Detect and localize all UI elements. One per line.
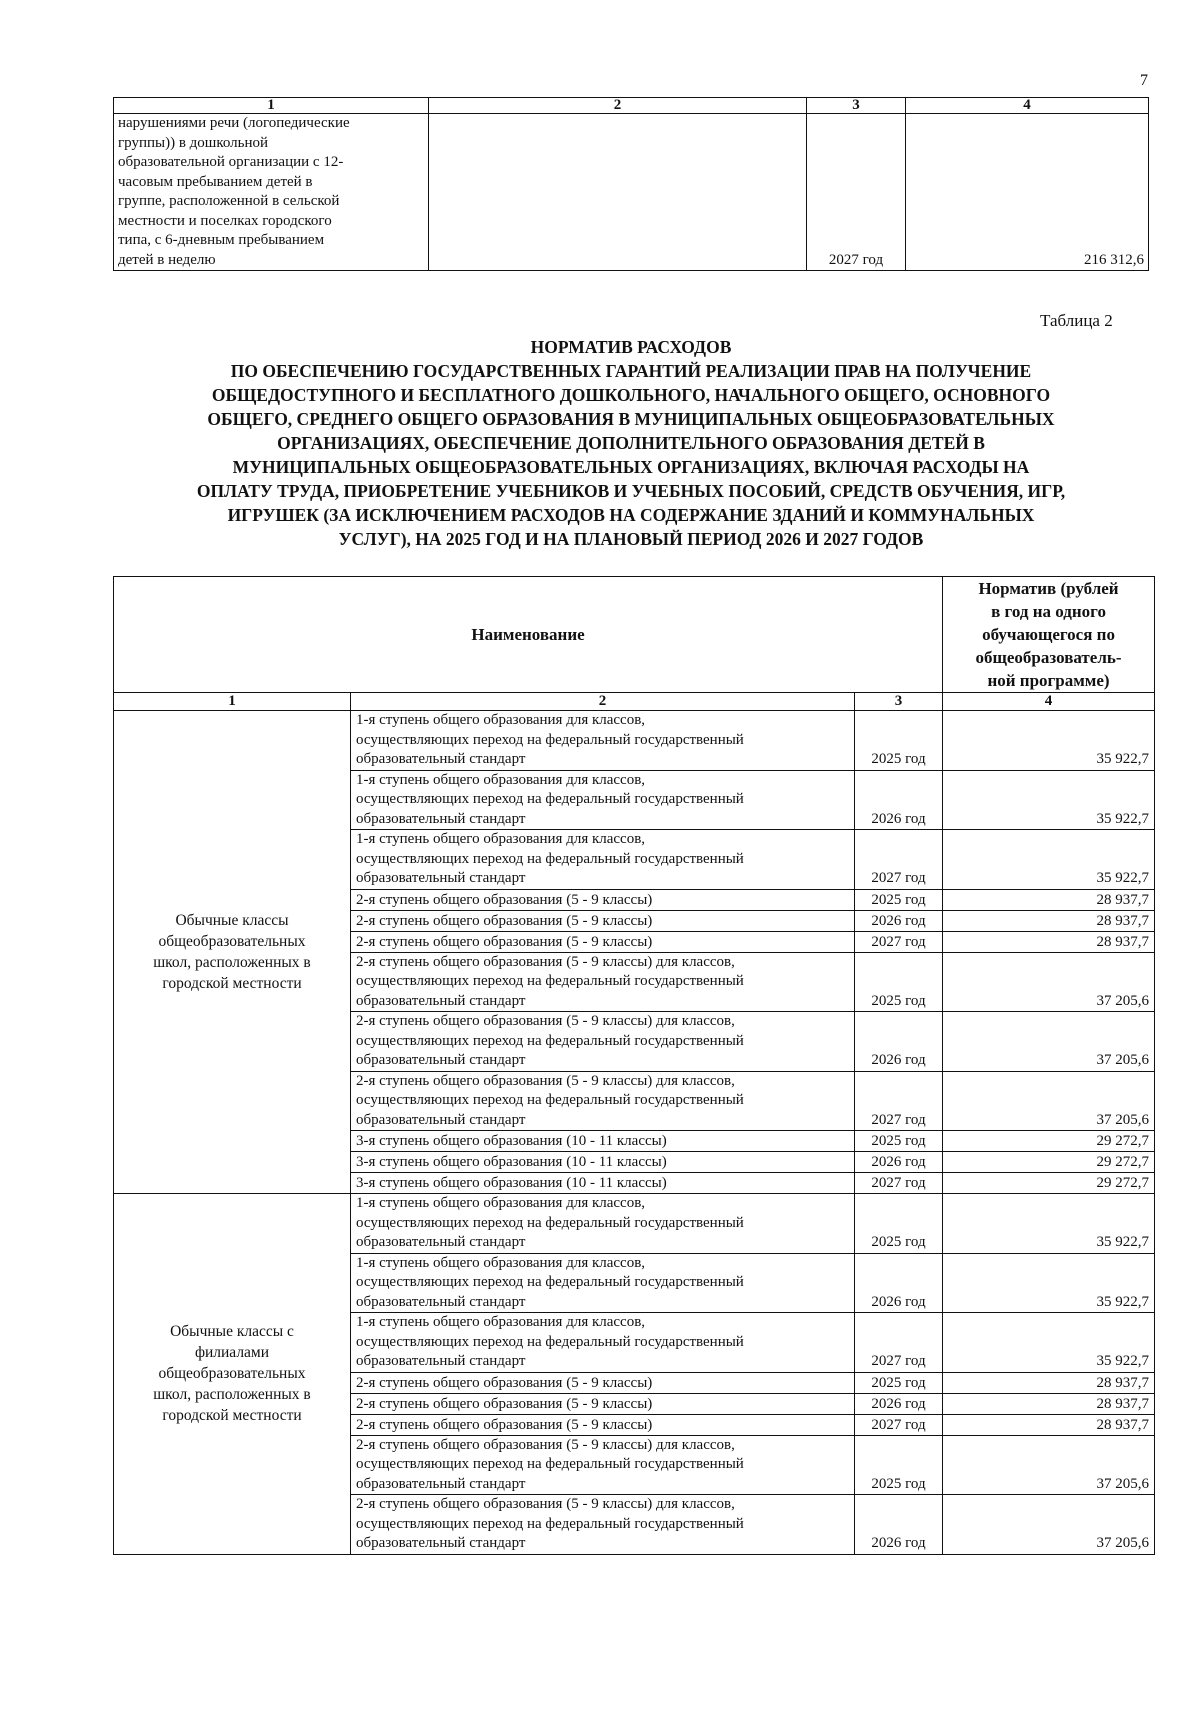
table-1-col-number: 4 (906, 98, 1149, 114)
row-description (351, 1152, 855, 1173)
row-year: 2026 год (855, 1393, 943, 1414)
row-value: 29 272,7 (943, 1152, 1155, 1173)
table-1-row-name-line: часовым пребыванием детей в (118, 173, 313, 190)
row-description-line: 1-я ступень общего образования для классов, (356, 712, 646, 728)
table-caption: Таблица 2 (1040, 311, 1113, 330)
row-description (351, 1495, 855, 1555)
row-value: 29 272,7 (943, 1131, 1155, 1152)
row-description (351, 931, 855, 952)
table-1-row-name-line: группы)) в дошкольной (118, 134, 269, 151)
row-year: 2026 год (855, 770, 943, 830)
header-norm-line: Норматив (рублей (978, 579, 1119, 598)
row-description-line: 1-я ступень общего образования для классов, (356, 1254, 646, 1271)
title-line: УСЛУГ), НА 2025 ГОД И НА ПЛАНОВЫЙ ПЕРИОД 2026 И 2027 ГОДОВ (338, 529, 924, 549)
table-1-col-number: 3 (807, 98, 906, 114)
row-description-line: образовательный стандарт (356, 870, 526, 886)
row-description-line: 2-я ступень общего образования (5 - 9 классы) (356, 891, 653, 908)
title-line: ОРГАНИЗАЦИЯХ, ОБЕСПЕЧЕНИЕ ДОПОЛНИТЕЛЬНОГО ОБРАЗОВАНИЯ ДЕТЕЙ В (277, 433, 985, 453)
row-description-line: образовательный стандарт (356, 751, 526, 767)
table-1-row-name-line: группе, расположенной в сельской (118, 193, 340, 209)
table-1-continuation (113, 97, 1149, 271)
table-1-row-value: 216 312,6 (906, 114, 1149, 271)
row-description-line: 2-я ступень общего образования (5 - 9 классы) для классов, (356, 1013, 735, 1029)
table-1-row (114, 114, 1149, 271)
row-value: 35 922,7 (943, 830, 1155, 890)
row-year: 2026 год (855, 1152, 943, 1173)
table-1-row-empty-cell (429, 114, 807, 271)
table-1-row-name-line: детей в неделю (118, 251, 216, 268)
row-year: 2027 год (855, 830, 943, 890)
row-description (351, 1253, 855, 1313)
table-1-header-row (114, 98, 1149, 114)
header-name: Наименование (114, 577, 943, 693)
table-1-row-name-line: образовательной организации с 12- (118, 154, 344, 170)
row-value: 28 937,7 (943, 1414, 1155, 1435)
row-description-line: 2-я ступень общего образования (5 - 9 классы) для классов, (356, 1072, 735, 1089)
column-number: 1 (114, 693, 351, 711)
row-description-line: осуществляющих переход на федеральный государственный (356, 1092, 744, 1108)
row-description (351, 1173, 855, 1194)
row-value: 35 922,7 (943, 1313, 1155, 1373)
row-description (351, 1012, 855, 1072)
row-value: 28 937,7 (943, 889, 1155, 910)
header-norm-line: общеобразователь- (975, 648, 1122, 667)
row-year: 2027 год (855, 1173, 943, 1194)
row-description-line: 2-я ступень общего образования (5 - 9 классы) (356, 1374, 653, 1391)
row-value: 35 922,7 (943, 1253, 1155, 1313)
group-name-line: Обычные классы (175, 912, 289, 929)
table-2-header-row (114, 577, 1155, 693)
table-1-row-name-line: местности и поселках городского (118, 212, 332, 229)
row-year: 2026 год (855, 910, 943, 931)
row-description (351, 1194, 855, 1254)
row-description-line: 2-я ступень общего образования (5 - 9 классы) для классов, (356, 953, 735, 970)
row-description (351, 952, 855, 1012)
row-description (351, 1372, 855, 1393)
column-number: 2 (351, 693, 855, 711)
title-line: ОБЩЕГО, СРЕДНЕГО ОБЩЕГО ОБРАЗОВАНИЯ В МУНИЦИПАЛЬНЫХ ОБЩЕОБРАЗОВАТЕЛЬНЫХ (207, 409, 1055, 429)
column-number: 3 (855, 693, 943, 711)
table-1-row-name-line: нарушениями речи (логопедические (118, 115, 350, 131)
row-description (351, 1435, 855, 1495)
row-description-line: 3-я ступень общего образования (10 - 11 классы) (356, 1133, 667, 1149)
row-year: 2027 год (855, 931, 943, 952)
group-name-line: школ, расположенных в (153, 954, 311, 971)
group-name-line: общеобразовательных (158, 933, 306, 950)
row-description-line: образовательный стандарт (356, 1111, 526, 1128)
row-description-line: осуществляющих переход на федеральный государственный (356, 1456, 744, 1472)
title-line: ОПЛАТУ ТРУДА, ПРИОБРЕТЕНИЕ УЧЕБНИКОВ И УЧЕБНЫХ ПОСОБИЙ, СРЕДСТВ ОБУЧЕНИЯ, ИГР, (196, 481, 1066, 501)
row-value: 35 922,7 (943, 1194, 1155, 1254)
group-name-line: городской местности (162, 1407, 302, 1425)
row-year: 2025 год (855, 1435, 943, 1495)
row-year: 2025 год (855, 1131, 943, 1152)
row-description-line: осуществляющих переход на федеральный государственный (356, 1274, 744, 1290)
row-description (351, 1131, 855, 1152)
row-description-line: осуществляющих переход на федеральный государственный (356, 1032, 744, 1049)
table-1-col-number: 1 (114, 98, 429, 114)
row-description-line: образовательный стандарт (356, 1353, 526, 1369)
row-description-line: 2-я ступень общего образования (5 - 9 классы) (356, 912, 653, 929)
row-description-line: осуществляющих переход на федеральный государственный (356, 973, 744, 989)
row-description-line: 3-я ступень общего образования (10 - 11 классы) (356, 1175, 667, 1191)
row-description (351, 1313, 855, 1373)
row-description (351, 910, 855, 931)
row-description-line: образовательный стандарт (356, 810, 526, 827)
row-description (351, 1414, 855, 1435)
row-description-line: 1-я ступень общего образования для классов, (356, 1195, 646, 1211)
row-year: 2027 год (855, 1071, 943, 1131)
row-description-line: осуществляющих переход на федеральный государственный (356, 1515, 744, 1532)
row-year: 2027 год (855, 1414, 943, 1435)
group-name-line: Обычные классы с (170, 1323, 294, 1341)
row-description (351, 770, 855, 830)
row-year: 2026 год (855, 1495, 943, 1555)
row-description-line: образовательный стандарт (356, 1475, 526, 1492)
row-year: 2025 год (855, 952, 943, 1012)
row-value: 37 205,6 (943, 1012, 1155, 1072)
row-description-line: 2-я ступень общего образования (5 - 9 классы) (356, 1395, 653, 1412)
table-1-row-year: 2027 год (807, 114, 906, 271)
row-value: 35 922,7 (943, 770, 1155, 830)
row-year: 2027 год (855, 1313, 943, 1373)
header-norm-line: ной программе) (987, 671, 1110, 690)
group-name (114, 711, 351, 1194)
row-description-line: осуществляющих переход на федеральный государственный (356, 1214, 744, 1231)
row-description-line: осуществляющих переход на федеральный государственный (356, 791, 744, 807)
row-description-line: 2-я ступень общего образования (5 - 9 классы) (356, 933, 653, 950)
row-description-line: осуществляющих переход на федеральный государственный (356, 1333, 744, 1350)
title-line: ПО ОБЕСПЕЧЕНИЮ ГОСУДАРСТВЕННЫХ ГАРАНТИЙ РЕАЛИЗАЦИИ ПРАВ НА ПОЛУЧЕНИЕ (230, 361, 1032, 381)
row-description-line: 2-я ступень общего образования (5 - 9 классы) для классов, (356, 1496, 735, 1512)
row-description-line: осуществляющих переход на федеральный государственный (356, 731, 744, 748)
table-1-row-name (114, 114, 429, 271)
group-name-line: филиалами (194, 1344, 270, 1362)
row-description-line: образовательный стандарт (356, 1234, 526, 1250)
row-description (351, 711, 855, 771)
row-description (351, 830, 855, 890)
table-2-row (114, 711, 1155, 771)
title-line: ОБЩЕДОСТУПНОГО И БЕСПЛАТНОГО ДОШКОЛЬНОГО, НАЧАЛЬНОГО ОБЩЕГО, ОСНОВНОГО (211, 385, 1051, 405)
column-number: 4 (943, 693, 1155, 711)
header-norm (943, 577, 1155, 693)
group-name-line: городской местности (162, 975, 302, 992)
group-name (114, 1194, 351, 1555)
row-description-line: образовательный стандарт (356, 1535, 526, 1551)
page-number: 7 (1140, 72, 1148, 89)
group-name-line: школ, расположенных в (153, 1386, 311, 1404)
row-description (351, 889, 855, 910)
header-norm-line: в год на одного (991, 602, 1106, 621)
row-year: 2026 год (855, 1253, 943, 1313)
row-value: 28 937,7 (943, 910, 1155, 931)
row-description-line: образовательный стандарт (356, 1293, 526, 1310)
row-description-line: образовательный стандарт (356, 992, 526, 1009)
document-title (106, 335, 1156, 551)
row-value: 29 272,7 (943, 1173, 1155, 1194)
table-1-row-name-line: типа, с 6-дневным пребыванием (118, 232, 325, 248)
row-year: 2025 год (855, 1194, 943, 1254)
table-2-column-numbers (114, 693, 1155, 711)
row-description-line: 2-я ступень общего образования (5 - 9 классы) (356, 1416, 653, 1433)
row-value: 37 205,6 (943, 1495, 1155, 1555)
row-year: 2025 год (855, 1372, 943, 1393)
row-description-line: 2-я ступень общего образования (5 - 9 классы) для классов, (356, 1436, 735, 1453)
table-2 (113, 576, 1155, 1555)
row-value: 37 205,6 (943, 952, 1155, 1012)
row-value: 37 205,6 (943, 1435, 1155, 1495)
row-value: 35 922,7 (943, 711, 1155, 771)
title-line: НОРМАТИВ РАСХОДОВ (530, 337, 732, 357)
title-line: ИГРУШЕК (ЗА ИСКЛЮЧЕНИЕМ РАСХОДОВ НА СОДЕРЖАНИЕ ЗДАНИЙ И КОММУНАЛЬНЫХ (227, 505, 1035, 525)
group-name-line: общеобразовательных (158, 1365, 306, 1383)
row-description-line: 1-я ступень общего образования для классов, (356, 831, 646, 847)
row-value: 28 937,7 (943, 1372, 1155, 1393)
row-year: 2026 год (855, 1012, 943, 1072)
row-value: 28 937,7 (943, 931, 1155, 952)
row-description-line: образовательный стандарт (356, 1052, 526, 1068)
row-value: 37 205,6 (943, 1071, 1155, 1131)
row-value: 28 937,7 (943, 1393, 1155, 1414)
table-2-row (114, 1194, 1155, 1254)
row-description (351, 1071, 855, 1131)
row-year: 2025 год (855, 889, 943, 910)
row-description-line: осуществляющих переход на федеральный государственный (356, 850, 744, 867)
table-1-col-number: 2 (429, 98, 807, 114)
row-description-line: 1-я ступень общего образования для классов, (356, 771, 646, 788)
row-description (351, 1393, 855, 1414)
title-line: МУНИЦИПАЛЬНЫХ ОБЩЕОБРАЗОВАТЕЛЬНЫХ ОРГАНИЗАЦИЯХ, ВКЛЮЧАЯ РАСХОДЫ НА (232, 457, 1030, 477)
row-year: 2025 год (855, 711, 943, 771)
row-description-line: 1-я ступень общего образования для классов, (356, 1314, 646, 1330)
row-description-line: 3-я ступень общего образования (10 - 11 классы) (356, 1154, 667, 1170)
header-norm-line: обучающегося по (982, 625, 1115, 644)
